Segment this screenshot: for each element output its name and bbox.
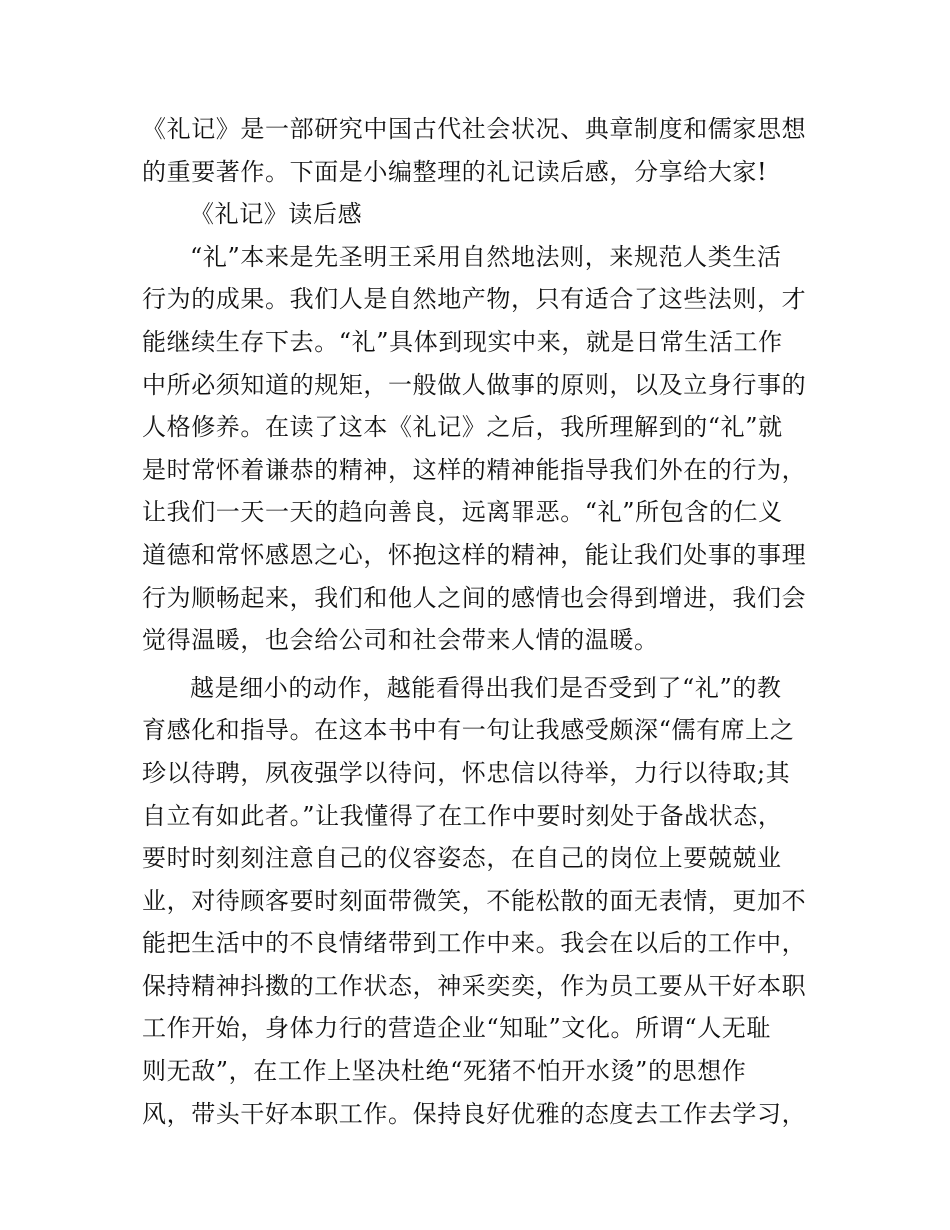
text-line: 是时常怀着谦恭的精神，这样的精神能指导我们外在的行为， bbox=[142, 455, 807, 484]
text-line: 业，对待顾客要时刻面带微笑，不能松散的面无表情，更加不 bbox=[142, 886, 807, 915]
text-line: 珍以待聘，夙夜强学以待问，怀忠信以待举，力行以待取;其 bbox=[142, 758, 791, 787]
text-line: 觉得温暖，也会给公司和社会带来人情的温暖。 bbox=[142, 626, 659, 655]
text-line: 工作开始，身体力行的营造企业“知耻”文化。所谓“人无耻 bbox=[142, 1014, 772, 1043]
text-line: 风，带头干好本职工作。保持良好优雅的态度去工作去学习， bbox=[142, 1099, 807, 1128]
text-line: 《礼记》读后感 bbox=[190, 200, 363, 229]
text-line: 《礼记》是一部研究中国古代社会状况、典章制度和儒家思想 bbox=[142, 115, 807, 143]
text-line: 行为的成果。我们人是自然地产物，只有适合了这些法则，才 bbox=[142, 285, 807, 314]
text-line: 让我们一天一天的趋向善良，远离罪恶。“礼”所包含的仁义 bbox=[142, 498, 783, 527]
text-line: “礼”本来是先圣明王采用自然地法则，来规范人类生活 bbox=[190, 242, 782, 271]
text-line: 自立有如此者。”让我懂得了在工作中要时刻处于备战状态， bbox=[142, 801, 783, 830]
text-line: 道德和常怀感恩之心，怀抱这样的精神，能让我们处事的事理 bbox=[142, 540, 807, 569]
paragraph bbox=[142, 193, 814, 236]
text-line: 则无敌”，在工作上坚决杜绝“死猪不怕开水烫”的思想作 bbox=[142, 1057, 747, 1086]
text-line: 能把生活中的不良情绪带到工作中来。我会在以后的工作中， bbox=[142, 929, 807, 958]
text-line: 保持精神抖擞的工作状态，神采奕奕，作为员工要从干好本职 bbox=[142, 971, 807, 1000]
text-line: 要时时刻刻注意自己的仪容姿态，在自己的岗位上要兢兢业 bbox=[142, 844, 782, 873]
text-line: 能继续生存下去。“礼”具体到现实中来，就是日常生活工作 bbox=[142, 327, 783, 356]
text-line: 越是细小的动作，越能看得出我们是否受到了“礼”的教 bbox=[190, 673, 782, 702]
paragraph bbox=[142, 667, 814, 1136]
paragraph bbox=[142, 236, 814, 662]
text-line: 人格修养。在读了这本《礼记》之后，我所理解到的“礼”就 bbox=[142, 413, 783, 442]
text-line: 中所必须知道的规矩，一般做人做事的原则，以及立身行事的 bbox=[142, 370, 807, 399]
text-line: 育感化和指导。在这本书中有一句让我感受颇深“儒有席上之 bbox=[142, 716, 795, 745]
text-line: 行为顺畅起来，我们和他人之间的感情也会得到增进，我们会 bbox=[142, 583, 807, 612]
text-line: 的重要著作。下面是小编整理的礼记读后感，分享给大家! bbox=[142, 157, 768, 186]
document-body bbox=[142, 108, 814, 1135]
paragraph bbox=[142, 108, 814, 193]
